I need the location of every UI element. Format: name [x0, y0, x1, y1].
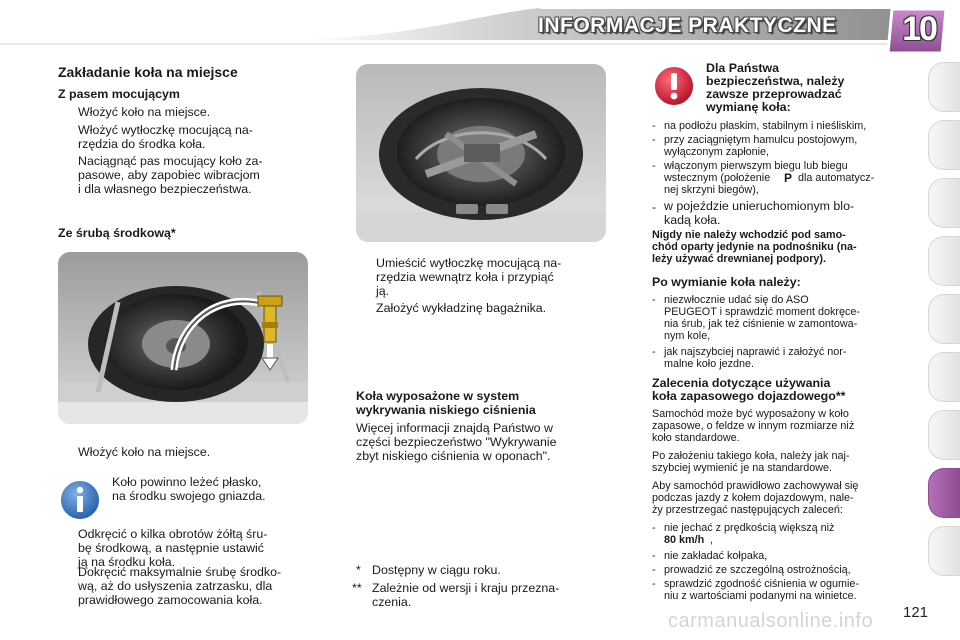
dash-marker: -: [652, 346, 656, 358]
step-text: Założyć wykładzinę bagażnika.: [376, 301, 547, 315]
step-text: Dokręcić maksymalnie śrubę środko-: [78, 565, 282, 579]
subsection-title: Po wymianie koła należy:: [652, 275, 801, 289]
list-text: w pojeździe unieruchomionym blo-: [664, 199, 855, 213]
footnote-text: czenia.: [372, 595, 412, 609]
dash-marker: -: [652, 578, 656, 590]
chapter-tab[interactable]: [928, 352, 960, 402]
footnote-text: Zależnie od wersji i kraju przezna-: [372, 581, 560, 595]
watermark: carmanualsonline.info: [668, 610, 874, 632]
list-text: prowadzić ze szczególną ostrożnością,: [664, 564, 851, 576]
step-text: Włożyć koło na miejsce.: [78, 105, 211, 119]
list-text: włączonym pierwszym biegu lub biegu: [664, 160, 848, 172]
gear-position-label: P: [784, 171, 793, 185]
subsection-title: Zalecenia dotyczące używania: [652, 376, 831, 390]
step-text: rzędzia wewnątrz koła i przypiąć: [376, 270, 554, 284]
info-icon: [58, 478, 102, 522]
list-text: PEUGEOT i sprawdzić moment dokręce-: [664, 306, 861, 318]
chapter-tab[interactable]: [928, 178, 960, 228]
list-text: kadą koła.: [664, 213, 721, 227]
info-text: na środku swojego gniazda.: [112, 489, 266, 503]
list-text: sprawdzić zgodność ciśnienia w ogumie-: [664, 578, 860, 590]
footnote-text: Dostępny w ciągu roku.: [372, 563, 501, 577]
list-text: nia śrub, jak też ciśnienie w zamontowa-: [664, 318, 858, 330]
warning-title: bezpieczeństwa, należy: [706, 74, 845, 88]
dash-marker: -: [652, 160, 656, 172]
paragraph-text: ży przestrzegać następujących zaleceń:: [652, 504, 843, 516]
chapter-tab[interactable]: [928, 294, 960, 344]
list-text: wyłączonym zapłonie,: [664, 146, 770, 158]
paragraph-text: szybciej wymienić je na standardowe.: [652, 462, 833, 474]
subsection-title: Koła wyposażone w system: [356, 389, 520, 403]
list-text: nym kole,: [664, 330, 711, 342]
paragraph-text: części bezpieczeństwo "Wykrywanie: [356, 435, 557, 449]
list-text: nej skrzyni biegów),: [664, 184, 759, 196]
speed-limit: 80 km/h: [664, 534, 705, 546]
step-text: pasowe, aby zapobiec wibracjom: [78, 168, 260, 182]
dash-marker: -: [652, 294, 656, 306]
dash-marker: -: [652, 120, 656, 132]
step-text: bę środkową, a następnie ustawić: [78, 541, 264, 555]
warning-title: wymianę koła:: [706, 100, 791, 114]
subsection-title: koła zapasowego dojazdowego**: [652, 389, 846, 403]
step-text: Włożyć wytłoczkę mocującą na-: [78, 123, 253, 137]
step-text: i dla własnego bezpieczeństwa.: [78, 182, 252, 196]
step-text: Odkręcić o kilka obrotów żółtą śru-: [78, 527, 268, 541]
chapter-tab[interactable]: [928, 526, 960, 576]
list-text: niu z wartościami podanymi na winietce.: [664, 590, 857, 602]
chapter-number: 10: [902, 10, 936, 48]
spare-wheel-photo-middle: [356, 64, 606, 242]
paragraph-text: zapasowe, o feldze w innym rozmiarze niż: [652, 420, 855, 432]
dash-marker: -: [652, 200, 657, 214]
dash-marker: -: [652, 564, 656, 576]
chapter-tab-strip: [928, 62, 960, 602]
list-text: nie zakładać kołpaka,: [664, 550, 768, 562]
list-text: malne koło jezdne.: [664, 358, 755, 370]
step-text: prawidłowego zamocowania koła.: [78, 593, 263, 607]
warning-title: Dla Państwa: [706, 61, 779, 75]
bold-warning: leży używać drewnianej podpory).: [652, 253, 826, 265]
chapter-tab-active[interactable]: [928, 468, 960, 518]
footnote-mark: *: [356, 563, 361, 577]
step-text: Włożyć koło na miejsce.: [78, 445, 211, 459]
subsection-title: Z pasem mocującym: [58, 87, 180, 101]
step-text: rzędzia do środka koła.: [78, 137, 206, 151]
list-text: niezwłocznie udać się do ASO: [664, 294, 809, 306]
paragraph-text: koło standardowe.: [652, 432, 740, 444]
paragraph-text: zbyt niskiego ciśnienia w oponach".: [356, 449, 551, 463]
list-text: wstecznym (położenie: [664, 172, 771, 184]
subsection-title: wykrywania niskiego ciśnienia: [356, 403, 536, 417]
list-text: jak najszybciej naprawić i założyć nor-: [664, 346, 847, 358]
warning-icon: [652, 64, 696, 108]
step-text: ją.: [376, 284, 390, 298]
list-text: na podłożu płaskim, stabilnym i nieśliskim,: [664, 120, 867, 132]
dash-marker: -: [652, 134, 656, 146]
subsection-title: Ze śrubą środkową*: [58, 226, 176, 240]
bold-warning: Nigdy nie należy wchodzić pod samo-: [652, 229, 846, 241]
step-text: wą, aż do usłyszenia zatrzasku, dla: [78, 579, 273, 593]
step-text: Naciągnąć pas mocujący koło za-: [78, 154, 263, 168]
info-text: Koło powinno leżeć płasko,: [112, 475, 262, 489]
list-text: ,: [710, 534, 713, 546]
paragraph-text: Więcej informacji znajdą Państwo w: [356, 421, 553, 435]
chapter-tab[interactable]: [928, 120, 960, 170]
list-text: przy zaciągniętym hamulcu postojowym,: [664, 134, 858, 146]
footnote-mark: **: [352, 581, 362, 595]
step-text: ją na środku koła.: [78, 555, 176, 569]
paragraph-text: Po założeniu takiego koła, należy jak naj-: [652, 450, 850, 462]
dash-marker: -: [652, 522, 656, 534]
section-title: Zakładanie koła na miejsce: [58, 64, 238, 80]
bold-warning: chód oparty jedynie na podnośniku (na-: [652, 241, 857, 253]
page-header-title: INFORMACJE PRAKTYCZNE: [538, 14, 837, 37]
spare-wheel-photo-left: [58, 252, 308, 424]
chapter-tab[interactable]: [928, 410, 960, 460]
paragraph-text: Samochód może być wyposażony w koło: [652, 408, 849, 420]
paragraph-text: Aby samochód prawidłowo zachowywał się: [652, 480, 859, 492]
paragraph-text: podczas jazdy z kołem dojazdowym, nale-: [652, 492, 854, 504]
list-text: nie jechać z prędkością większą niż: [664, 522, 835, 534]
list-text: dla automatycz-: [798, 172, 875, 184]
step-text: Umieścić wytłoczkę mocującą na-: [376, 256, 562, 270]
dash-marker: -: [652, 550, 656, 562]
chapter-tab[interactable]: [928, 62, 960, 112]
page-number: 121: [903, 604, 929, 621]
chapter-tab[interactable]: [928, 236, 960, 286]
warning-title: zawsze przeprowadzać: [706, 87, 842, 101]
